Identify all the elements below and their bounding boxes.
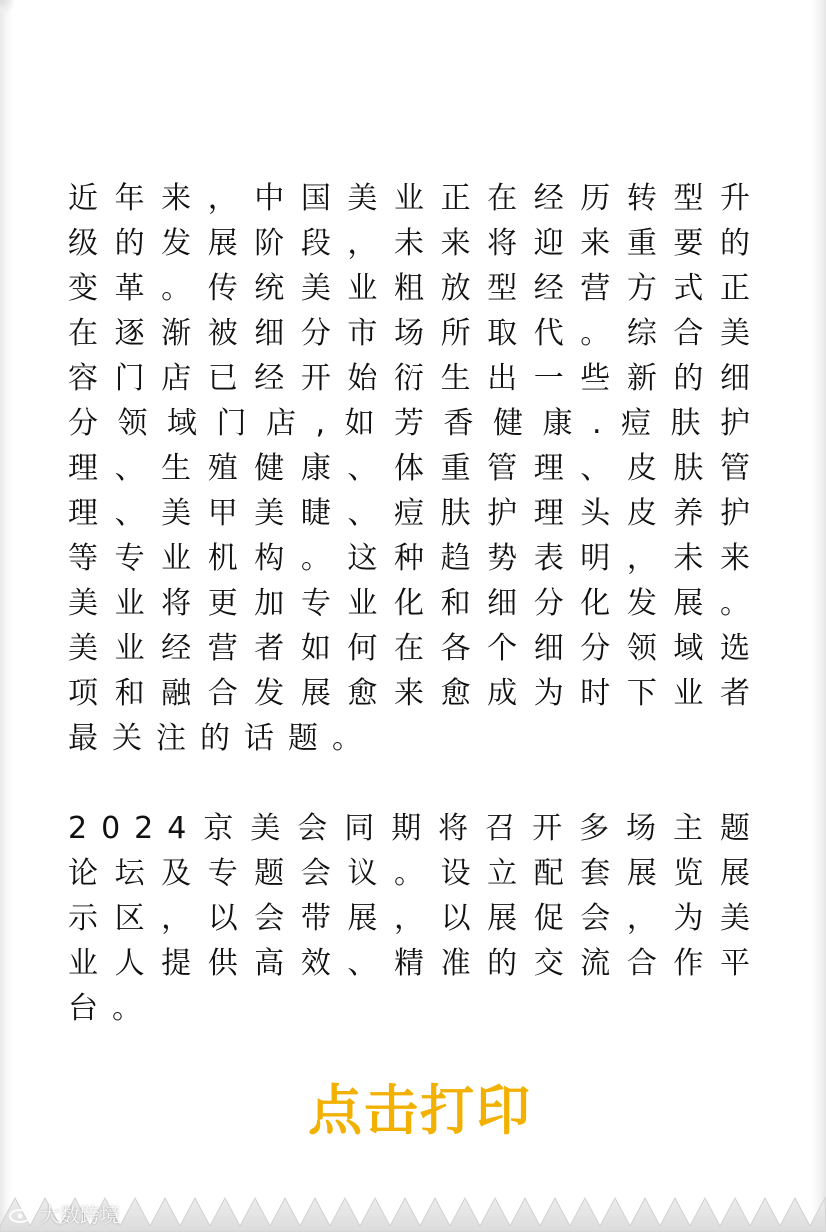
paper-right-shadow — [812, 0, 826, 1232]
article-paragraph-1: 近年来，中国美业正在经历转型升级的发展阶段，未来将迎来重要的变革。传统美业粗放型经营方式正在逐渐被细分市场所取代。综合美容门店已经开始衍生出一些新的细分领域门店,如芳香健康.痘肤护理、生殖健康、体重管理、皮肤管理、美甲美睫、痘肤护理头皮养护等专业机构。这种趋势表明，未来美业将更加专业化和细分化发展。美业经营者如何在各个细分领域选项和融合发展愈来愈成为时下业者最关注的话题。 — [68, 181, 764, 756]
print-button[interactable]: 点击打印 — [308, 1078, 532, 1142]
watermark-text: 大数跨境 — [40, 1203, 120, 1227]
receipt-zigzag-edge — [0, 1196, 826, 1232]
article-paragraph-2: 2024京美会同期将召开多场主题论坛及专题会议。设立配套展览展示区，以会带展，以展促会，为美业人提供高效、精准的交流合作平台。 — [68, 811, 764, 1026]
watermark — [8, 1199, 120, 1228]
article-body — [68, 176, 764, 1031]
paper-corner-curl — [0, 0, 14, 40]
weibo-eye-icon — [8, 1204, 36, 1224]
paper-left-shadow — [0, 0, 12, 1232]
